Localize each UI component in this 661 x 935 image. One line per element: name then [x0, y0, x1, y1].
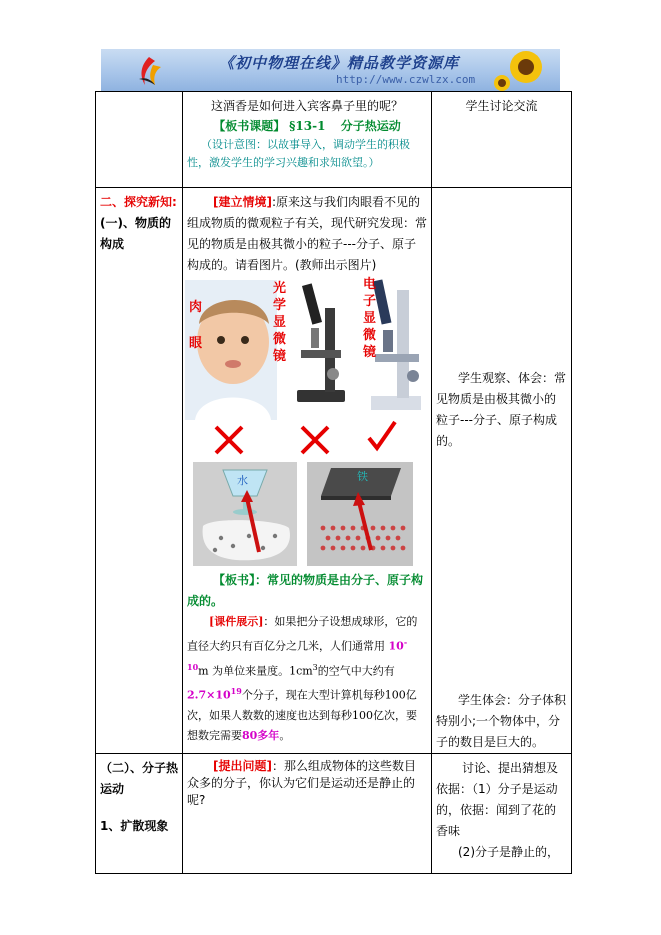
cell-student-discuss — [432, 754, 572, 874]
header-banner — [101, 49, 560, 92]
board-title: 分子热运动 — [340, 119, 401, 133]
section-subheading-2: 1、扩散现象 — [100, 819, 169, 833]
label-naked-eye: 肉眼 — [189, 300, 203, 351]
label-iron: 铁 — [357, 470, 368, 483]
design-intent: （设计意图：以故事导入，调动学生的积极性，激发学生的学习兴趣和求知欲望。） — [187, 138, 410, 169]
check-icon — [367, 420, 397, 454]
table-row — [96, 754, 572, 874]
label-water: 水 — [237, 474, 248, 487]
cell-student — [432, 92, 572, 188]
student-observe: 学生观察、体会：常见物质是由极其微小的粒子---分子、原子构成的。 — [436, 371, 567, 448]
banner-url[interactable]: http://www.czwlzx.com — [336, 73, 476, 86]
label-optical-microscope: 光学显微镜 — [273, 281, 287, 364]
table-row — [96, 188, 572, 754]
cross-icon — [299, 424, 331, 456]
cell-student-observe — [432, 188, 572, 754]
section-heading: 二、探究新知: — [100, 195, 177, 209]
section-heading-2: （二）、分子热运动 — [100, 761, 179, 796]
cell-content — [183, 188, 432, 754]
student-discuss-1: 讨论、提出猜想及依据：（1）分子是运动的，依据：闻到了花的香味 — [436, 761, 559, 838]
logo-icon — [135, 55, 163, 87]
banner-title: 《初中物理在线》精品教学资源库 — [219, 54, 460, 72]
optical-microscope-icon — [289, 278, 349, 406]
scenario-text: [建立情境]:原来这与我们肉眼看不见的组成物质的微观粒子有关，现代研究发现：常见的物质是由极其微小的粒子---分子、原子构成的。请看图片。(教师出示图片) — [187, 195, 428, 272]
cell-question — [183, 754, 432, 874]
comparison-figure — [187, 276, 427, 568]
board-note: 【板书】：常见的物质是由分子、原子构成的。 — [187, 573, 424, 608]
cell-section-2 — [96, 754, 183, 874]
cross-icon — [213, 424, 245, 456]
question-text: [提出问题]：那么组成物体的这些数目众多的分子，你认为它们是运动还是静止的呢? — [187, 759, 416, 807]
lesson-table — [95, 91, 572, 874]
cell-section — [96, 188, 183, 754]
table-row — [96, 92, 572, 188]
intro-question: 这酒香是如何进入宾客鼻子里的呢？ — [210, 99, 403, 113]
student-feel: 学生体会：分子体积特别小;一个物体中，分子的数目是巨大的。 — [436, 693, 567, 749]
section-subheading: (一)、物质的构成 — [100, 216, 171, 251]
sunflower-icon — [492, 49, 552, 91]
cell-empty — [96, 92, 183, 188]
board-heading: 【板书课题】 §13-1 分子热运动 — [213, 119, 401, 133]
courseware-text: [课件展示]：如果把分子设想成球形，它的直径大约只有百亿分之几米，人们通常用 $10^{-10}m$ 为单位来量度。$1cm^3$的空气中大约有 $2.7\times 10^{19}$个分子，现在大型计算机每秒100亿次，如果人数数的速度也达到每秒100亿次，要想数完需要80多年。 — [187, 615, 418, 742]
board-section: §13-1 — [289, 119, 326, 133]
student-activity: 学生讨论交流 — [465, 99, 538, 113]
label-electron-microscope: 电子显微镜 — [363, 277, 377, 360]
student-discuss-2: (2)分子是静止的， — [458, 845, 559, 859]
cell-intro — [183, 92, 432, 188]
